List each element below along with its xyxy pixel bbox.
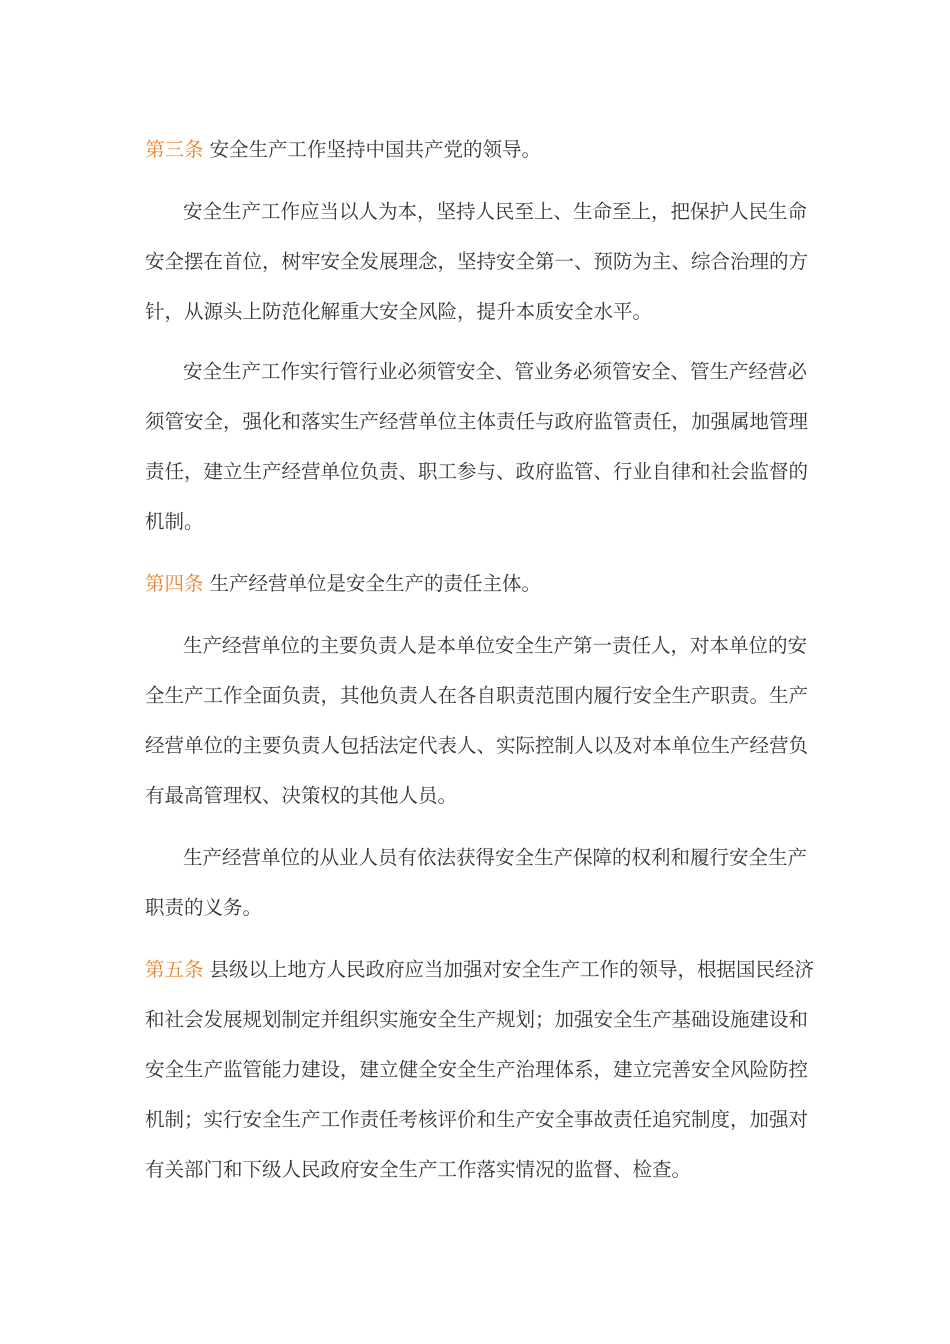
article-4-heading xyxy=(145,559,541,609)
paragraph-line: 安全生产工作实行管行业必须管安全、管业务必须管安全、管生产经营必 xyxy=(183,360,808,383)
article-4-heading-text: 生产经营单位是安全生产的责任主体。 xyxy=(209,572,542,595)
article-5-line xyxy=(145,945,814,995)
paragraph-line: 全生产工作全面负责，其他负责人在各自职责范围内履行安全生产职责。生产 xyxy=(145,684,809,707)
article-4-number: 第四条 xyxy=(145,572,204,595)
paragraph-line: 责任，建立生产经营单位负责、职工参与、政府监管、行业自律和社会监督的 xyxy=(145,460,809,483)
paragraph-line: 有最高管理权、决策权的其他人员。 xyxy=(145,784,458,807)
paragraph-line: 须管安全，强化和落实生产经营单位主体责任与政府监管责任，加强属地管理 xyxy=(145,410,809,433)
paragraph-line: 安全生产监管能力建设，建立健全安全生产治理体系，建立完善安全风险防控 xyxy=(145,1058,809,1081)
paragraph-line: 职责的义务。 xyxy=(145,896,263,919)
paragraph-line: 针，从源头上防范化解重大安全风险，提升本质安全水平。 xyxy=(145,300,653,323)
article-3-number: 第三条 xyxy=(145,138,204,161)
paragraph-line: 安全摆在首位，树牢安全发展理念，坚持安全第一、预防为主、综合治理的方 xyxy=(145,250,809,273)
article-5-line-text: 县级以上地方人民政府应当加强对安全生产工作的领导，根据国民经济 xyxy=(209,958,815,981)
paragraph-line: 机制；实行安全生产工作责任考核评价和生产安全事故责任追究制度，加强对 xyxy=(145,1108,809,1131)
paragraph-line: 机制。 xyxy=(145,510,204,533)
article-3-heading-text: 安全生产工作坚持中国共产党的领导。 xyxy=(209,138,542,161)
article-3-heading xyxy=(145,125,541,175)
paragraph-line: 安全生产工作应当以人为本，坚持人民至上、生命至上，把保护人民生命 xyxy=(183,200,808,223)
paragraph-line: 和社会发展规划制定并组织实施安全生产规划；加强安全生产基础设施建设和 xyxy=(145,1008,809,1031)
paragraph-line: 生产经营单位的主要负责人是本单位安全生产第一责任人，对本单位的安 xyxy=(183,634,808,657)
article-5-number: 第五条 xyxy=(145,958,204,981)
paragraph-line: 生产经营单位的从业人员有依法获得安全生产保障的权利和履行安全生产 xyxy=(183,846,808,869)
paragraph-line: 经营单位的主要负责人包括法定代表人、实际控制人以及对本单位生产经营负 xyxy=(145,734,809,757)
paragraph-line: 有关部门和下级人民政府安全生产工作落实情况的监督、检查。 xyxy=(145,1158,692,1181)
